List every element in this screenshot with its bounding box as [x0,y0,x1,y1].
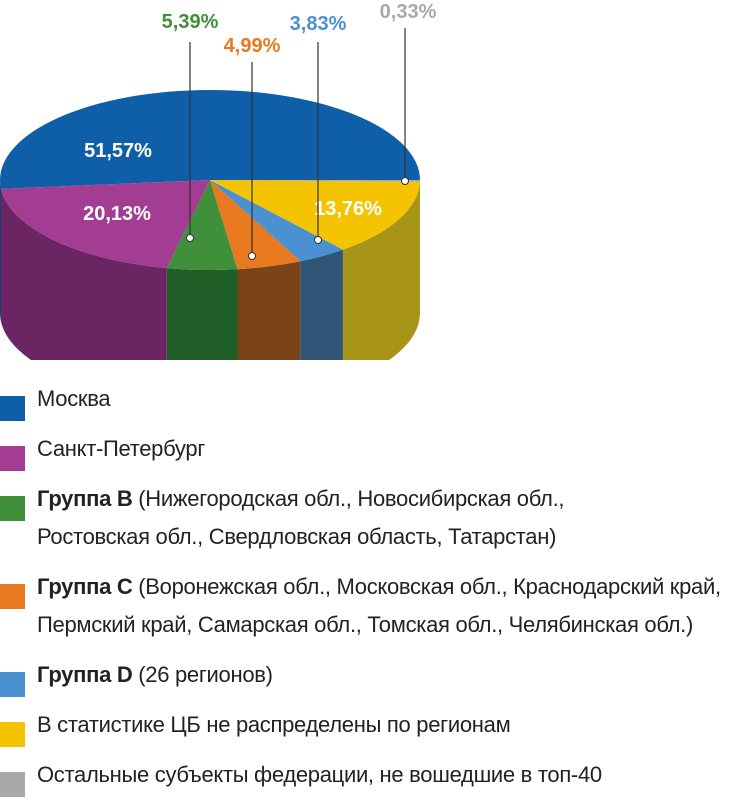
legend-swatch-groupC [0,584,25,609]
leader-dot-groupC [249,253,256,260]
legend-text-groupC: (Воронежская обл., Московская обл., Краснодарский край, [132,574,721,599]
legend-item-groupD [0,656,740,694]
data-label-others: 0,33% [379,1,437,23]
legend-item-groupB [0,480,740,556]
data-label-moscow: 51,57% [84,140,152,162]
legend-text-moscow: Москва [37,386,111,411]
legend-swatch-unassigned [0,722,25,747]
legend-item-unassigned [0,706,740,744]
legend-item-groupC [0,568,740,644]
pie-slice-moscow [0,90,420,189]
legend-swatch-moscow [0,396,25,421]
data-label-spb: 20,13% [83,203,151,225]
legend-text-groupB: (Нижегородская обл., Новосибирская обл., [132,486,565,511]
legend-text-unassigned: В статистике ЦБ не распределены по регионам [37,712,511,737]
data-label-groupC: 4,99% [223,35,281,57]
legend-item-moscow [0,380,740,418]
data-label-unassigned: 13,76% [314,198,382,220]
pie-side-groupC [237,261,300,360]
legend-swatch-groupB [0,496,25,521]
pie-side-moscow [0,180,1,322]
pie-side-groupB [167,268,238,360]
data-label-groupB: 5,39% [161,11,219,33]
legend-swatch-groupD [0,672,25,697]
legend-text2-groupC: Пермский край, Самарская обл., Томская обл., Челябинская обл.) [37,612,694,637]
legend-bold-groupC: Группа C [37,574,133,599]
legend-swatch-spb [0,446,25,471]
legend [0,380,740,787]
legend-bold-groupB: Группа B [37,486,133,511]
legend-swatch-others [0,772,25,797]
pie-chart [0,0,740,360]
legend-text-others: Остальные субъекты федерации, не вошедшие в топ-40 [37,762,602,787]
legend-text2-groupB: Ростовская обл., Свердловская область, Татарстан) [37,524,557,549]
legend-item-others [0,756,740,794]
legend-item-spb [0,430,740,468]
leader-dot-groupB [187,235,194,242]
legend-text-groupD: (26 регионов) [132,662,273,687]
legend-bold-groupD: Группа D [37,662,133,687]
data-label-groupD: 3,83% [289,13,347,35]
leader-dot-groupD [315,237,322,244]
leader-dot-others [402,178,409,185]
pie-side-groupD [300,250,343,360]
legend-text-spb: Санкт-Петербург [37,436,206,461]
